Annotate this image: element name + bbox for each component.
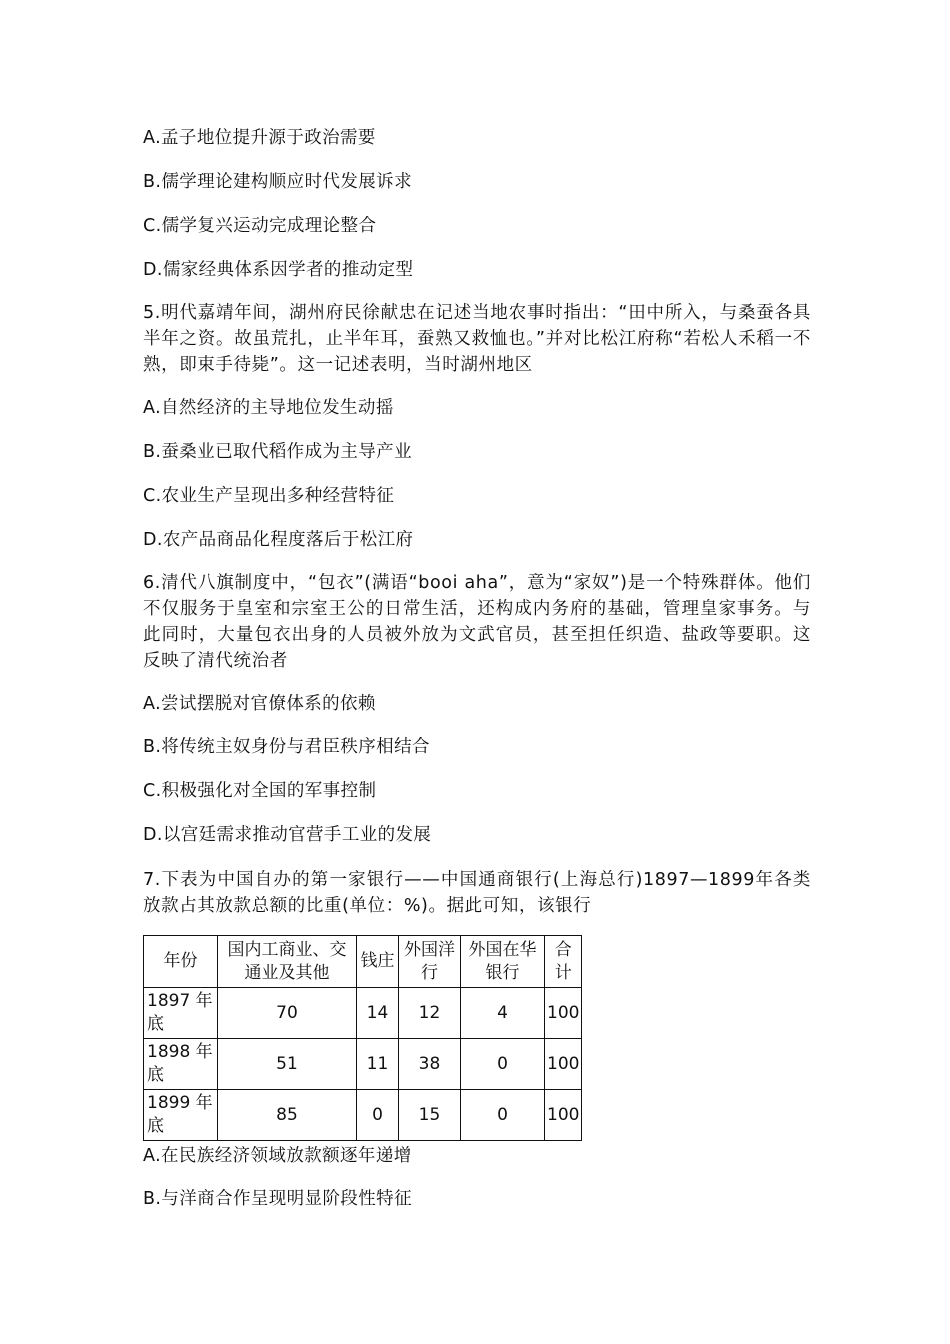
cell-year: 1898 年底 bbox=[144, 1039, 218, 1090]
cell-qianzhuang: 11 bbox=[357, 1039, 399, 1090]
q4-option-a: A.孟子地位提升源于政治需要 bbox=[143, 128, 376, 148]
cell-qianzhuang: 0 bbox=[357, 1090, 399, 1141]
q7-stem: 7.下表为中国自办的第一家银行——中国通商银行(上海总行)1897—1899年各类放款占其放款总额的比重(单位：%)。据此可知，该银行 bbox=[143, 870, 811, 916]
header-qianzhuang: 钱庄 bbox=[357, 936, 399, 988]
q6-stem: 6.清代八旗制度中，“包衣”(满语“booi aha”，意为“家奴”)是一个特殊群体。他们不仅服务于皇室和宗室王公的日常生活，还构成内务府的基础，管理皇家事务。与此同时，大量包衣出身的人员被外放为文武官员，甚至担任织造、盐政等要职。这反映了清代统治者 bbox=[143, 573, 811, 671]
q5-option-b: B.蚕桑业已取代稻作成为主导产业 bbox=[143, 442, 412, 462]
q6-option-c: C.积极强化对全国的军事控制 bbox=[143, 781, 377, 801]
q6-option-b: B.将传统主奴身份与君臣秩序相结合 bbox=[143, 737, 430, 757]
cell-foreign-banks: 4 bbox=[461, 988, 545, 1039]
cell-year: 1899 年底 bbox=[144, 1090, 218, 1141]
table-row bbox=[144, 988, 582, 1039]
header-domestic: 国内工商业、交通业及其他 bbox=[218, 936, 357, 988]
cell-domestic: 85 bbox=[218, 1090, 357, 1141]
q7-option-b: B.与洋商合作呈现明显阶段性特征 bbox=[143, 1189, 412, 1209]
cell-foreign-firms: 38 bbox=[399, 1039, 461, 1090]
header-foreign-firms: 外国洋行 bbox=[399, 936, 461, 988]
cell-domestic: 51 bbox=[218, 1039, 357, 1090]
cell-year: 1897 年底 bbox=[144, 988, 218, 1039]
header-total: 合计 bbox=[545, 936, 582, 988]
q6-option-d: D.以宫廷需求推动官营手工业的发展 bbox=[143, 825, 432, 845]
q7-option-a: A.在民族经济领域放款额逐年递增 bbox=[143, 1146, 412, 1166]
table-row bbox=[144, 1039, 582, 1090]
cell-total: 100 bbox=[545, 1039, 582, 1090]
cell-foreign-firms: 12 bbox=[399, 988, 461, 1039]
q4-option-d: D.儒家经典体系因学者的推动定型 bbox=[143, 260, 414, 280]
cell-qianzhuang: 14 bbox=[357, 988, 399, 1039]
cell-foreign-banks: 0 bbox=[461, 1090, 545, 1141]
cell-domestic: 70 bbox=[218, 988, 357, 1039]
cell-total: 100 bbox=[545, 988, 582, 1039]
q4-option-b: B.儒学理论建构顺应时代发展诉求 bbox=[143, 172, 412, 192]
header-foreign-banks: 外国在华银行 bbox=[461, 936, 545, 988]
cell-foreign-banks: 0 bbox=[461, 1039, 545, 1090]
table-header-row bbox=[144, 936, 582, 988]
table-row bbox=[144, 1090, 582, 1141]
loan-ratio-table bbox=[143, 935, 582, 1141]
q5-option-d: D.农产品商品化程度落后于松江府 bbox=[143, 530, 414, 550]
header-year: 年份 bbox=[144, 936, 218, 988]
q5-stem: 5.明代嘉靖年间，湖州府民徐献忠在记述当地农事时指出：“田中所入，与桑蚕各具半年之资。故虽荒扎，止半年耳，蚕熟又救恤也。”并对比松江府称“若松人禾稻一不熟，即束手待毙”。这一记述表明，当时湖州地区 bbox=[143, 303, 811, 375]
cell-total: 100 bbox=[545, 1090, 582, 1141]
cell-foreign-firms: 15 bbox=[399, 1090, 461, 1141]
q6-option-a: A.尝试摆脱对官僚体系的依赖 bbox=[143, 694, 376, 714]
q4-option-c: C.儒学复兴运动完成理论整合 bbox=[143, 216, 377, 236]
q5-option-a: A.自然经济的主导地位发生动摇 bbox=[143, 398, 394, 418]
q5-option-c: C.农业生产呈现出多种经营特征 bbox=[143, 486, 395, 506]
